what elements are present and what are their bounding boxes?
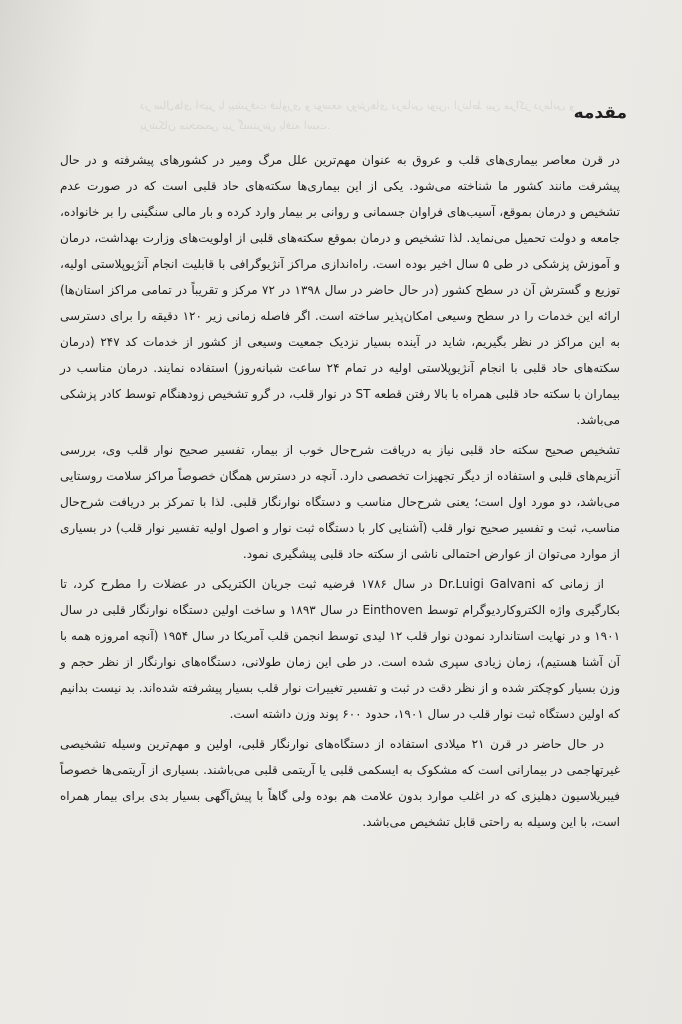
paragraph-1: در قرن معاصر بیماری‌های قلب و عروق به عنوان مهم‌ترین علل مرگ ومیر در کشورهای پیشرفته و در حال پیشرفت مانند کشور ما شناخته می‌شود. یکی از این بیماری‌ها سکته‌های حاد قلبی است که در صورت عدم تشخیص و درمان بموقع، آسیب‌های فراوان جسمانی و روانی بر بیمار وارد کرده و بار مالی سنگینی را بر خانواده، جامعه و دولت تحمیل می‌نماید. لذا تشخیص و درمان بموقع سکته‌های قلبی از اولویت‌های وزارت بهداشت، درمان و آموزش پزشکی در طی ۵ سال اخیر بوده است. راه‌اندازی مراکز آنژیوگرافی با قابلیت انجام آنژیوپلاستی اولیه، توزیع و گسترش آن در سطح کشور (در حال حاضر در سال ۱۳۹۸ در ۷۲ مرکز و تقریباً در تمامی مراکز استان‌ها) ارائه این خدمات را در سطح وسیعی امکان‌پذیر ساخته است. اگر فاصله زمانی زیر ۱۲۰ دقیقه را برای دسترسی به این مراکز در نظر بگیریم، شاید در آینده بسیار نزدیک جمعیت وسیعی از کشور از خدمات کد ۲۴۷ (درمان سکته‌های حاد قلبی با انجام آنژیوپلاستی اولیه در تمام ۲۴ ساعت شبانه‌روز) استفاده نمایند. درمان مناسب در بیماران با سکته حاد قلبی همراه با بالا رفتن قطعه ST در نوار قلب، در گرو تشخیص زودهنگام توسط کادر پزشکی می‌باشد. [60, 153, 621, 427]
body-text [60, 147, 620, 839]
paragraph-2: تشخیص صحیح سکته حاد قلبی نیاز به دریافت شرح‌حال خوب از بیمار، تفسیر صحیح نوار قلب وی، بررسی آنزیم‌های قلبی و استفاده از دیگر تجهیزات تخصصی دارد. آنچه در دسترس همگان خصوصاً مراکز سلامت روستایی می‌باشد، دو مورد اول است؛ یعنی شرح‌حال مناسب و دستگاه نوارنگار قلبی. لذا با تمرکز بر دریافت شرح‌حال مناسب، ثبت و تفسیر صحیح نوار قلب (آشنایی کار با دستگاه ثبت نوار و اصول اولیه تفسیر نوار قلب) در بسیاری از موارد می‌توان از عوارض احتمالی ناشی از سکته حاد قلبی پیشگیری نمود. [60, 443, 620, 561]
paragraph-3: از زمانی که Dr.Luigi Galvani در سال ۱۷۸۶ فرضیه ثبت جریان الکتریکی در عضلات را مطرح کرد، تا بکارگیری واژه الکتروکاردیوگرام توسط Einthoven در سال ۱۸۹۳ و ساخت اولین دستگاه نوارنگار قلبی در سال ۱۹۰۱ و در نهایت استاندارد نمودن نوار قلب ۱۲ لیدی توسط انجمن قلب آمریکا در سال ۱۹۵۴ (آنچه امروزه همه با آن آشنا هستیم)، زمان زیادی سپری شده است. در طی این زمان طولانی، دستگاه‌های نوارنگار از نظر حجم و وزن بسیار کوچکتر شده و از نظر دقت در ثبت و تفسیر تغییرات نوار قلب بسیار پیشرفته شده‌اند. بد نیست بدانیم که اولین دستگاه ثبت نوار قلب در سال ۱۹۰۱، حدود ۶۰۰ پوند وزن داشته است. [60, 577, 621, 721]
bleed-through-text: در سال‌های اخیر با پیشرفت فناوری و توسعه روش‌های درمانی نوین، ارتباط بین مراکز درمانی و پزشکان متخصص نیز گسترش یافته است. [140, 99, 575, 132]
page-title: مقدمه [573, 103, 627, 123]
paragraph-4: در حال حاضر در قرن ۲۱ میلادی استفاده از دستگاه‌های نوارنگار قلبی، اولین و مهم‌ترین وسیله تشخیصی غیرتهاجمی در بیمارانی است که مشکوک به ایسکمی قلبی یا آریتمی قلبی می‌باشند. بسیاری از آریتمی‌ها خصوصاً فیبریلاسیون دهلیزی که در اغلب موارد بدون علامت هم بوده ولی گاهاً با پیش‌آگهی بسیار بدی برای بیمار همراه است، با این وسیله به راحتی قابل تشخیص می‌باشد. [60, 737, 620, 829]
